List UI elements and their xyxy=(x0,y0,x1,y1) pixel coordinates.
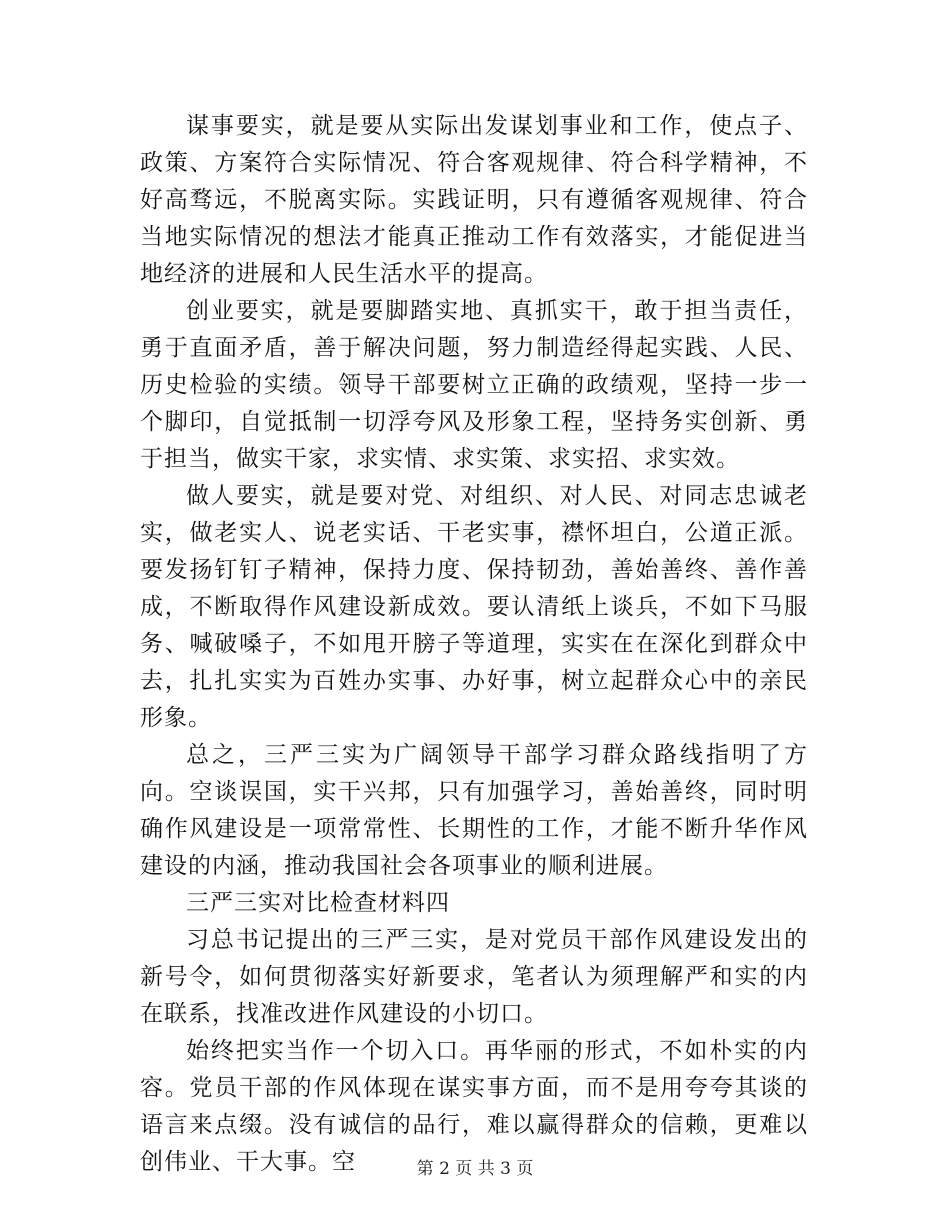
paragraph-plan-practical: 谋事要实，就是要从实际出发谋划事业和工作，使点子、政策、方案符合实际情况、符合客观规律、符合科学精神，不好高骛远，不脱离实际。实践证明，只有遵循客观规律、符合当地实际情况的想法才能真正推动工作有效落实，才能促进当地经济的进展和人民生活水平的提高。 xyxy=(140,113,808,287)
paragraph-conclusion: 总之，三严三实为广阔领导干部学习群众路线指明了方向。空谈误国，实干兴邦，只有加强学习，善始善终，同时明确作风建设是一项常常性、长期性的工作，才能不断升华作风建设的内涵，推动我国社会各项事业的顺利进展。 xyxy=(140,742,808,879)
section-heading: 三严三实对比检查材料四 xyxy=(186,890,450,916)
page-number-footer: 第 2 页 共 3 页 xyxy=(416,1159,534,1179)
paragraph-person-practical: 做人要实，就是要对党、对组织、对人民、对同志忠诚老实，做老实人、说老实话、干老实事，襟怀坦白，公道正派。要发扬钉钉子精神，保持力度、保持韧劲，善始善终、善作善成，不断取得作风建设新成效。要认清纸上谈兵，不如下马服务、喊破嗓子，不如甩开膀子等道理，实实在在深化到群众中去，扎扎实实为百姓办实事、办好事，树立起群众心中的亲民形象。 xyxy=(140,483,808,731)
paragraph-intro-material-four: 习总书记提出的三严三实，是对党员干部作风建设发出的新号令，如何贯彻落实好新要求，笔者认为须理解严和实的内在联系，找准改进作风建设的小切口。 xyxy=(140,927,808,1027)
document-body xyxy=(140,108,808,1181)
paragraph-business-practical: 创业要实，就是要脚踏实地、真抓实干，敢于担当责任，勇于直面矛盾，善于解决问题，努力制造经得起实践、人民、历史检验的实绩。领导干部要树立正确的政绩观，坚持一步一个脚印，自觉抵制一切浮夸风及形象工程，坚持务实创新、勇于担当，做实干家，求实情、求实策、求实招、求实效。 xyxy=(140,298,808,472)
paragraph-entry-point: 始终把实当作一个切入口。再华丽的形式，不如朴实的内容。党员干部的作风体现在谋实事方面，而不是用夸夸其谈的语言来点缀。没有诚信的品行，难以赢得群众的信赖，更难以创伟业、干大事。空 xyxy=(140,1038,808,1175)
